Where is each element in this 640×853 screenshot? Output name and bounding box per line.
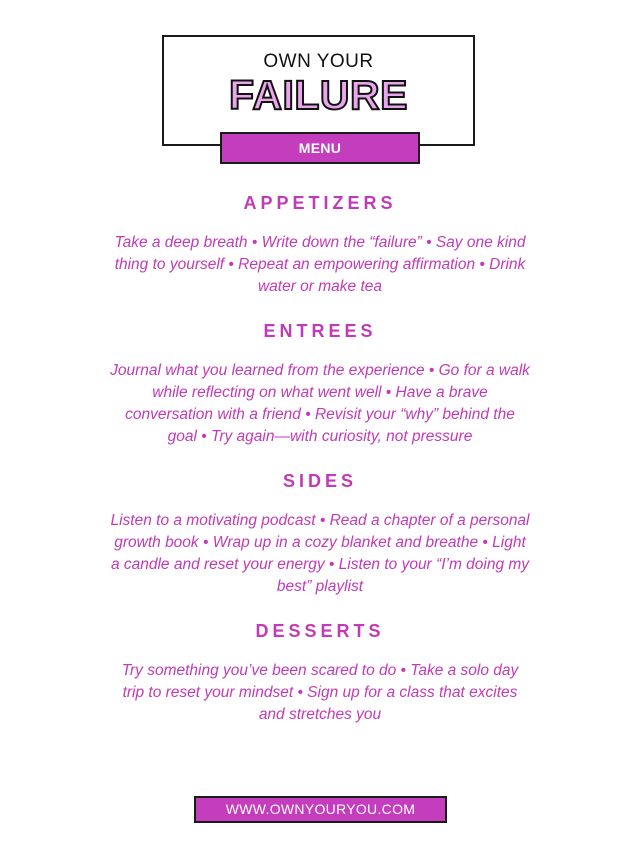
section-entrees xyxy=(110,322,530,448)
section-heading: ENTREES xyxy=(263,321,377,341)
section-text: Journal what you learned from the experience • Go for a walk while reflecting on what went well • Have a brave conversation with a friend • Revisit your “why” behind the goal • Try again—with curiosity, not pressure xyxy=(110,362,530,445)
title-top: OWN YOUR xyxy=(263,51,374,72)
title-main: FAILURE xyxy=(229,72,408,118)
title-box xyxy=(162,35,475,146)
section-text: Take a deep breath • Write down the “failure” • Say one kind thing to yourself • Repeat an empowering affirmation • Drink water or make tea xyxy=(114,234,526,295)
section-heading: APPETIZERS xyxy=(243,193,397,213)
website-link[interactable]: WWW.OWNYOURYOU.COM xyxy=(194,796,447,823)
menu-label: MENU xyxy=(220,132,420,164)
section-sides xyxy=(110,472,530,598)
section-heading: DESSERTS xyxy=(255,621,385,641)
section-text: Try something you’ve been scared to do • Take a solo day trip to reset your mindset • Sign up for a class that excites and stretches you xyxy=(121,662,519,723)
section-appetizers xyxy=(110,194,530,298)
section-heading: SIDES xyxy=(282,471,358,491)
section-text: Listen to a motivating podcast • Read a chapter of a personal growth book • Wrap up in a cozy blanket and breathe • Light a candle and reset your energy • Listen to your “I’m doing my best” playlist xyxy=(110,512,530,595)
section-desserts xyxy=(110,622,530,726)
